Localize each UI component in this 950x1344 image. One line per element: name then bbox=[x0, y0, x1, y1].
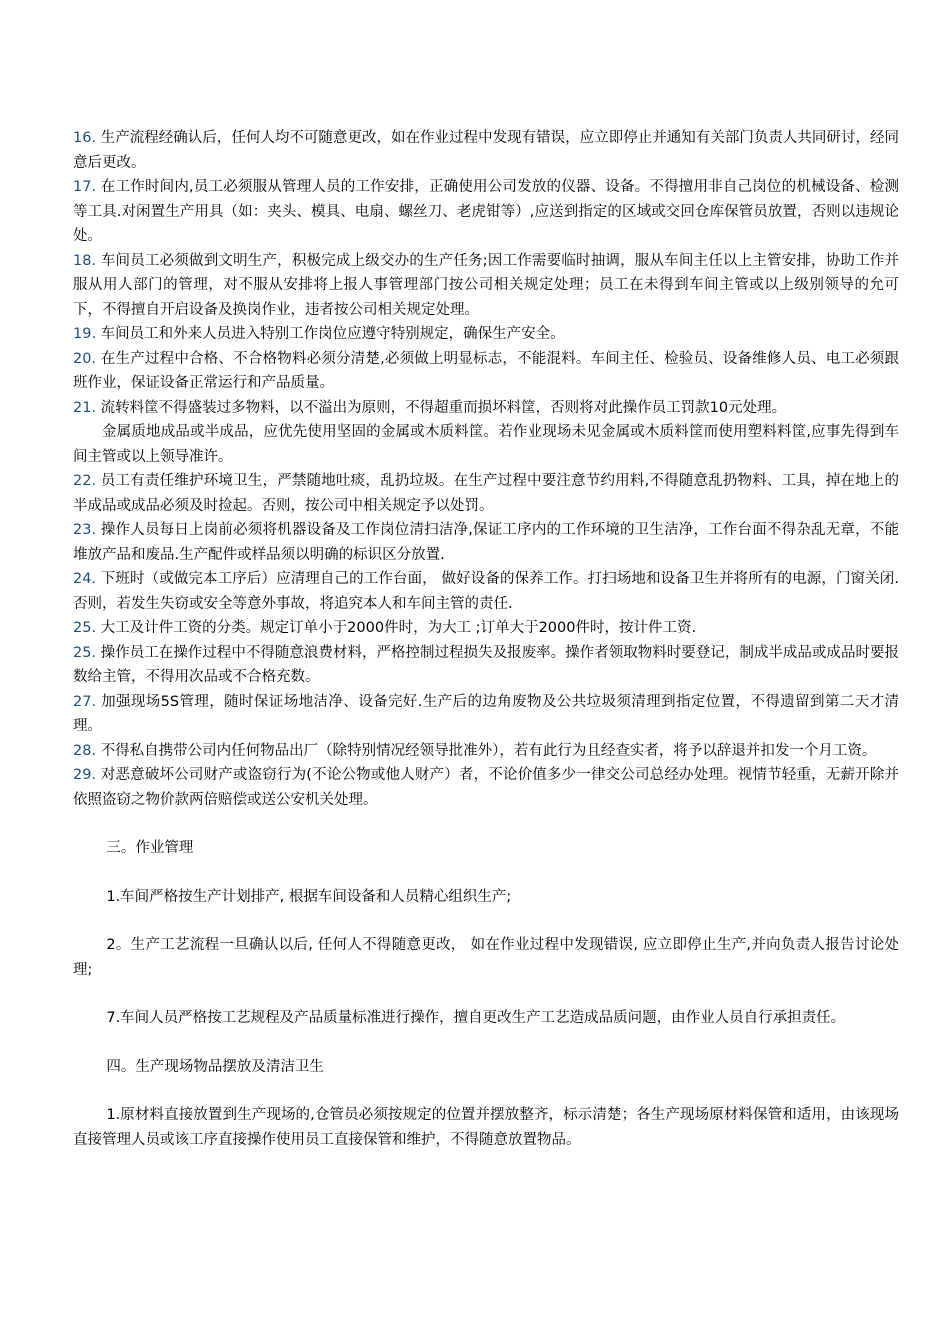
section-paragraph: 2。生产工艺流程一旦确认以后, 任何人不得随意更改， 如在作业过程中发现错误, 应立即停止生产,并向负责人报告讨论处理; bbox=[73, 937, 899, 978]
rule-item bbox=[73, 175, 899, 249]
rule-text: 生产流程经确认后，任何人均不可随意更改，如在作业过程中发现有错误，应立即停止并通知有关部门负责人共同研讨，经同意后更改。 bbox=[73, 130, 899, 171]
rule-number: 19. bbox=[73, 326, 97, 342]
section-paragraph: 7.车间人员严格按工艺规程及产品质量标准进行操作，擅自更改生产工艺造成品质问题，由作业人员自行承担责任。 bbox=[106, 1010, 846, 1026]
rule-text: 金属质地成品或半成品，应优先使用坚固的金属或木质料筐。若作业现场未见金属或木质料筐而使用塑料料筐,应事先得到车间主管或以上领导准许。 bbox=[73, 424, 899, 465]
rule-text: 下班时（或做完本工序后）应清理自己的工作台面， 做好设备的保养工作。打扫场地和设备卫生并将所有的电源，门窗关闭.否则，若发生失窃或安全等意外事故，将追究本人和车间主管的责任. bbox=[73, 571, 899, 612]
rule-item bbox=[73, 567, 899, 616]
rule-number: 25. bbox=[73, 644, 97, 661]
rules-list bbox=[73, 126, 899, 812]
rule-text: 流转料筐不得盛装过多物料，以不溢出为原则，不得超重而损坏料筐，否则将对此操作员工罚款10元处理。 bbox=[96, 399, 787, 416]
rule-text: 大工及计件工资的分类。规定订单小于2000件时，为大工 ;订单大于2000件时，按计件工资. bbox=[96, 620, 697, 636]
section-heading-operations: 三。作业管理 bbox=[106, 840, 194, 856]
rule-number: 23. bbox=[73, 522, 97, 538]
section-heading-site-cleanliness: 四。生产现场物品摆放及清洁卫生 bbox=[106, 1058, 324, 1075]
rule-text: 在生产过程中合格、不合格物料必须分清楚,必须做上明显标志，不能混料。车间主任、检验员、设备维修人员、电工必须跟班作业，保证设备正常运行和产品质量。 bbox=[73, 350, 899, 391]
section-paragraph: 1.原材料直接放置到生产现场的,仓管员必须按规定的位置并摆放整齐，标示清楚；各生产现场原材料保管和适用，由该现场直接管理人员或该工序直接操作使用员工直接保管和维护，不得随意放置物品。 bbox=[73, 1107, 899, 1148]
rule-item bbox=[73, 347, 899, 396]
rule-text: 不得私自携带公司内任何物品出厂（除特别情况经领导批准外），若有此行为且经查实者，将予以辞退并扣发一个月工资。 bbox=[96, 742, 877, 759]
rule-number: 29. bbox=[73, 767, 97, 783]
rule-text: 操作员工在操作过程中不得随意浪费材料，严格控制过程损失及报废率。操作者领取物料时要登记，制成半成品或成品时要报数给主管，不得用次品或不合格充数。 bbox=[73, 644, 899, 685]
rule-item bbox=[73, 322, 899, 347]
rule-item bbox=[73, 469, 899, 518]
rule-number: 25. bbox=[73, 620, 97, 636]
rule-text: 车间员工和外来人员进入特别工作岗位应遵守特别规定，确保生产安全。 bbox=[96, 326, 565, 342]
rule-continuation bbox=[73, 420, 899, 469]
rule-number: 27. bbox=[73, 693, 97, 710]
rule-item bbox=[73, 763, 899, 812]
rule-text: 操作人员每日上岗前必须将机器设备及工作岗位清扫洁净,保证工序内的工作环境的卫生洁净，工作台面不得杂乱无章，不能堆放产品和废品.生产配件或样品须以明确的标识区分放置. bbox=[73, 522, 899, 563]
section-paragraph: 1.车间严格按生产计划排产, 根据车间设备和人员精心组织生产; bbox=[106, 888, 512, 905]
rule-item bbox=[73, 739, 899, 764]
rule-number: 17. bbox=[73, 179, 97, 195]
rule-number: 20. bbox=[73, 350, 97, 367]
rule-number: 16. bbox=[73, 130, 97, 146]
rule-number: 21. bbox=[73, 399, 97, 416]
rule-text: 在工作时间内,员工必须服从管理人员的工作安排，正确使用公司发放的仪器、设备。不得擅用非自己岗位的机械设备、检测等工具.对闲置生产用具（如：夹头、模具、电扇、螺丝刀、老虎钳等）,应送到指定的区域或交回仓库保管员放置，否则以违规论处。 bbox=[73, 179, 899, 244]
rule-item bbox=[73, 616, 899, 641]
rule-number: 18. bbox=[73, 252, 97, 269]
rule-item bbox=[73, 249, 899, 323]
rule-text: 员工有责任维护环境卫生，严禁随地吐痰，乱扔垃圾。在生产过程中要注意节约用料,不得随意乱扔物料、工具，掉在地上的半成品或成品必须及时捡起。否则，按公司中相关规定予以处罚。 bbox=[73, 473, 899, 514]
rule-number: 28. bbox=[73, 742, 97, 759]
rule-item bbox=[73, 641, 899, 690]
rule-item bbox=[73, 690, 899, 739]
rule-item bbox=[73, 518, 899, 567]
rule-text: 加强现场5S管理，随时保证场地洁净、设备完好.生产后的边角废物及公共垃圾须清理到指定位置，不得遗留到第二天才清理。 bbox=[73, 693, 899, 734]
rule-item bbox=[73, 126, 899, 175]
document-page bbox=[73, 126, 899, 1152]
rule-item bbox=[73, 396, 899, 421]
rule-text: 车间员工必须做到文明生产，积极完成上级交办的生产任务;因工作需要临时抽调，服从车间主任以上主管安排，协助工作并服从用人部门的管理，对不服从安排将上报人事管理部门按公司相关规定处理；员工在未得到车间主管或以上级别领导的允可下，不得擅自开启设备及换岗作业，违者按公司相关规定处理。 bbox=[73, 252, 899, 318]
rule-number: 24. bbox=[73, 571, 97, 587]
rule-number: 22. bbox=[73, 473, 97, 489]
rule-text: 对恶意破坏公司财产或盗窃行为(不论公物或他人财产）者，不论价值多少一律交公司总经办处理。视情节轻重，无薪开除并依照盗窃之物价款两倍赔偿或送公安机关处理。 bbox=[73, 767, 899, 808]
